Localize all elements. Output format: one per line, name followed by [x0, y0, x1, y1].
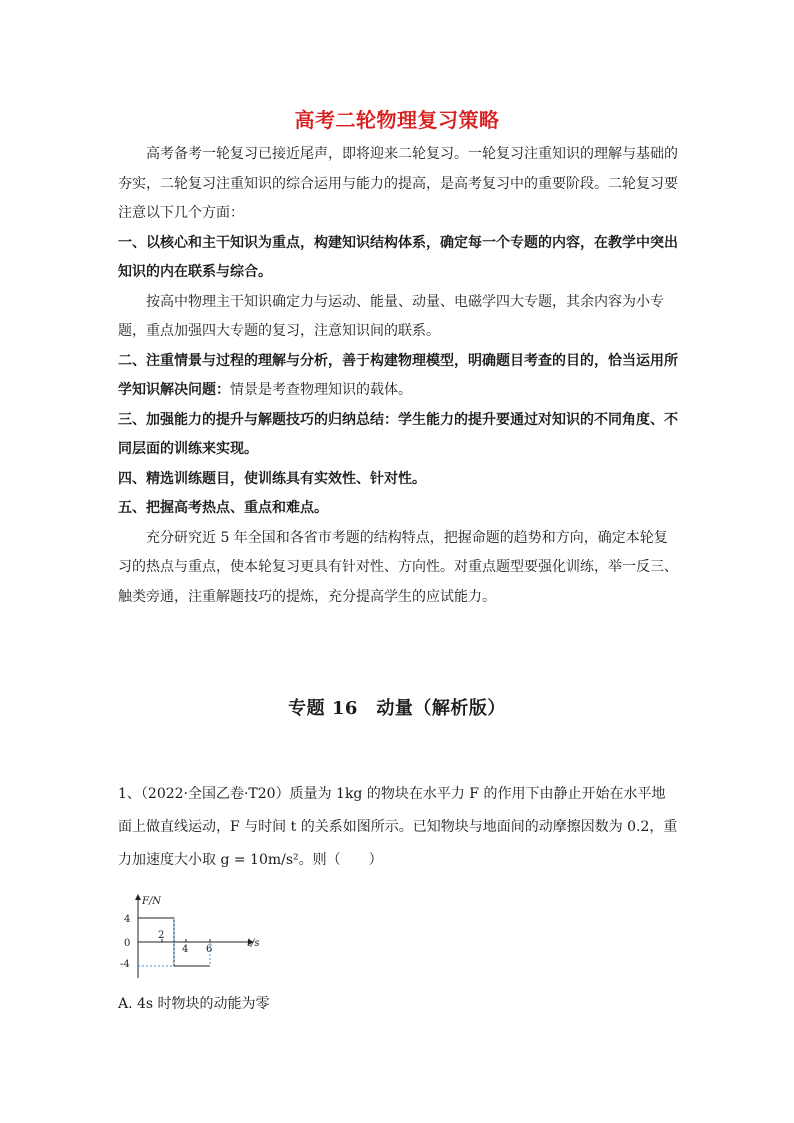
option-a: A. 4s 时物块的动能为零 [118, 996, 270, 1012]
point2-heading: 二、注重情景与过程的理解与分析，善于构建物理模型，明确题目考查的目的，恰当运用所学知识解决问题： [118, 352, 678, 398]
point5-heading: 五、把握高考热点、重点和难点。 [118, 500, 328, 516]
question-1-stem: 1、（2022·全国乙卷·T20）质量为 1kg 的物块在水平力 F 的作用下由静止开始在水平地面上做直线运动，F 与时间 t 的关系如图所示。已知物块与地面间的动摩擦因数为 0.2，重力加速度大小取 g = 10m/s²。则（ ） [118, 786, 678, 868]
strategy-section [118, 140, 678, 612]
x-axis-label: t/s [247, 938, 260, 949]
y-tick-neg4: -4 [120, 959, 130, 970]
x-tick-4: 4 [182, 944, 189, 955]
question-1 [118, 778, 678, 877]
point1-heading: 一、以核心和主干知识为重点，构建知识结构体系，确定每一个专题的内容，在教学中突出知识的内在联系与综合。 [118, 234, 678, 280]
point5-body: 充分研究近 5 年全国和各省市考题的结构特点，把握命题的趋势和方向，确定本轮复习的热点与重点，使本轮复习更具有针对性、方向性。对重点题型要强化训练，举一反三、触类旁通，注重解题技巧的提炼，充分提高学生的应试能力。 [118, 529, 678, 605]
point1-body: 按高中物理主干知识确定力与运动、能量、动量、电磁学四大专题，其余内容为小专题，重点加强四大专题的复习，注意知识间的联系。 [118, 293, 664, 339]
intro-paragraph: 高考备考一轮复习已接近尾声，即将迎来二轮复习。一轮复习注重知识的理解与基础的夯实，二轮复习注重知识的综合运用与能力的提高，是高考复习中的重要阶段。二轮复习要注意以下几个方面： [118, 146, 678, 221]
y-axis-label: F/N [142, 896, 162, 907]
y-tick-4: 4 [124, 914, 131, 925]
y-tick-0: 0 [124, 938, 131, 949]
y-axis-arrow [135, 894, 141, 900]
x-tick-2: 2 [158, 930, 165, 941]
point2-tail: 情景是考查物理知识的载体。 [230, 382, 412, 398]
point3-heading: 三、加强能力的提升与解题技巧的归纳总结：学生能力的提升要通过对知识的不同角度、不同层面的训练来实现。 [118, 411, 678, 457]
point4-heading: 四、精选训练题目，使训练具有实效性、针对性。 [118, 470, 426, 487]
topic-title: 专题 16 动量（解析版） [288, 698, 506, 719]
page-title: 高考二轮物理复习策略 [294, 108, 500, 132]
x-tick-6: 6 [206, 944, 213, 955]
force-time-graph [118, 892, 268, 982]
point2-paragraph [118, 347, 678, 406]
